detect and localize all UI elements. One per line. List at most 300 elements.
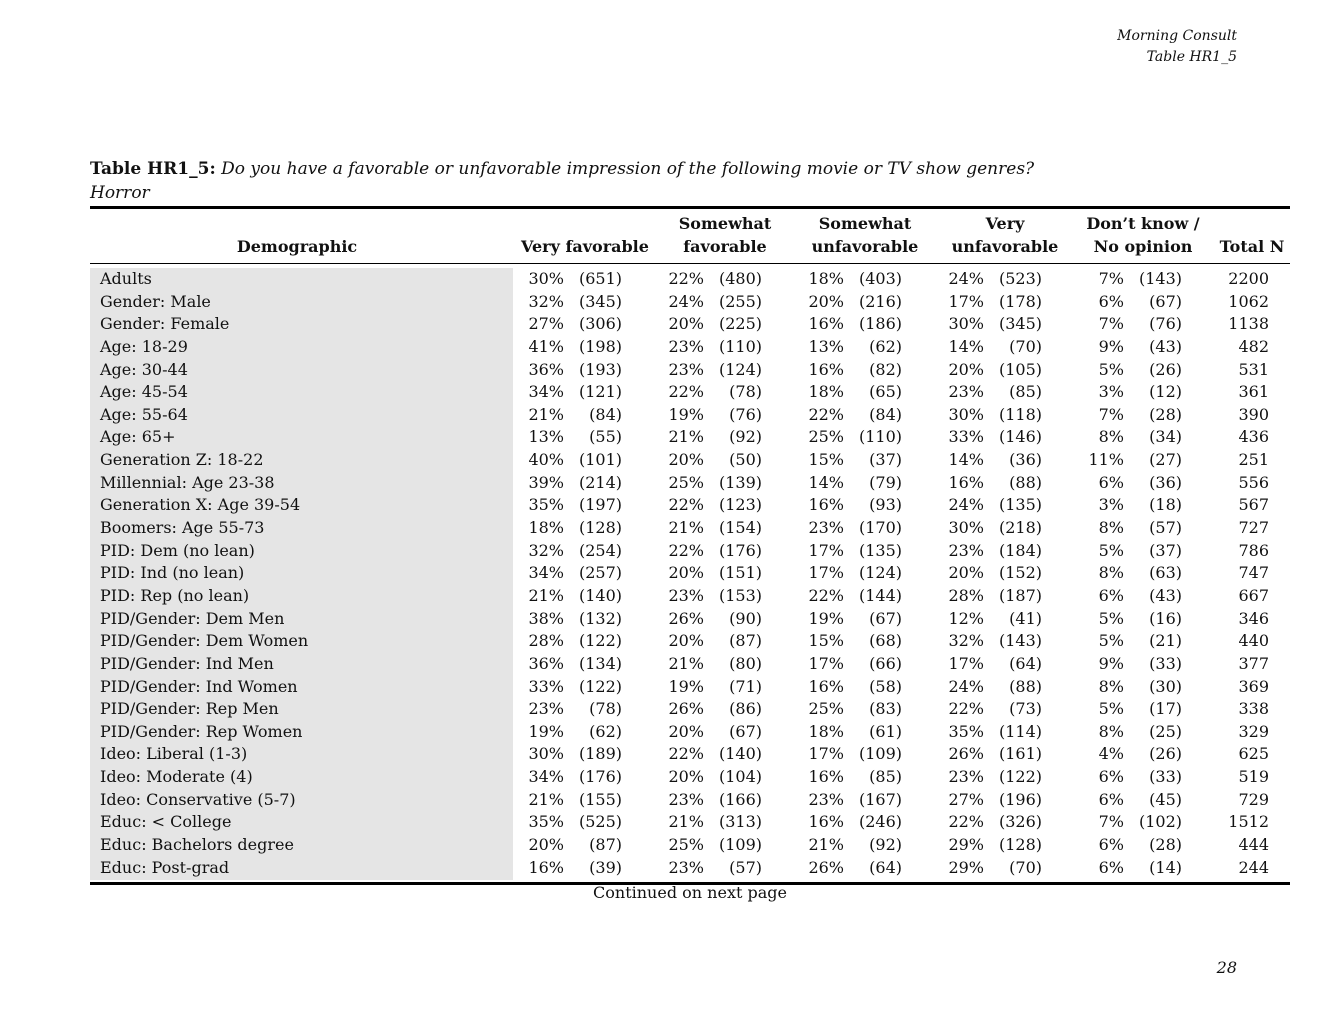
somewhat-favorable-count: (255)	[718, 291, 762, 311]
very-unfavorable-count: (523)	[998, 269, 1042, 288]
very-unfavorable-pct: 29%	[948, 835, 984, 855]
somewhat-unfavorable-count: (61)	[869, 721, 902, 741]
very-unfavorable-count: (184)	[998, 540, 1042, 560]
table-row	[0, 381, 1320, 404]
somewhat-favorable-count: (92)	[729, 427, 762, 447]
somewhat-favorable-count: (139)	[718, 472, 762, 492]
continued-note: Continued on next page	[593, 883, 787, 902]
col-header-line: favorable	[683, 237, 767, 256]
very-unfavorable-count: (114)	[998, 721, 1042, 741]
somewhat-unfavorable-count: (246)	[858, 812, 902, 832]
somewhat-favorable-pct: 25%	[668, 472, 704, 492]
total-n: 1512	[1228, 812, 1269, 832]
very-favorable-count: (197)	[578, 495, 622, 515]
very-favorable-pct: 32%	[528, 540, 564, 560]
very-unfavorable-pct: 23%	[948, 540, 984, 560]
row-label: Adults	[100, 269, 152, 288]
dont-know-pct: 8%	[1098, 427, 1124, 447]
very-unfavorable-pct: 29%	[948, 857, 984, 877]
row-label: PID/Gender: Dem Women	[100, 631, 309, 651]
col-header-line: Very	[985, 214, 1025, 233]
row-label: PID/Gender: Ind Men	[100, 653, 274, 673]
col-header-line: unfavorable	[951, 237, 1059, 256]
table-question: Do you have a favorable or unfavorable impression of the following movie or TV show genres?	[221, 159, 1035, 179]
dont-know-pct: 8%	[1098, 563, 1124, 583]
table-row	[0, 359, 1320, 382]
very-favorable-count: (39)	[589, 857, 622, 877]
very-unfavorable-pct: 30%	[948, 314, 984, 334]
very-favorable-count: (134)	[578, 653, 622, 673]
dont-know-count: (18)	[1149, 495, 1182, 515]
somewhat-unfavorable-count: (93)	[869, 495, 902, 515]
very-favorable-count: (176)	[578, 767, 622, 787]
total-n: 444	[1238, 835, 1269, 855]
very-unfavorable-pct: 33%	[948, 427, 984, 447]
very-unfavorable-count: (70)	[1009, 857, 1042, 877]
very-unfavorable-pct: 24%	[948, 269, 984, 288]
somewhat-favorable-pct: 20%	[668, 450, 704, 470]
very-favorable-count: (189)	[578, 744, 622, 764]
very-favorable-count: (254)	[578, 540, 622, 560]
very-unfavorable-pct: 14%	[948, 450, 984, 470]
dont-know-count: (26)	[1149, 359, 1182, 379]
very-favorable-pct: 21%	[528, 789, 564, 809]
somewhat-unfavorable-count: (65)	[869, 382, 902, 402]
dont-know-count: (143)	[1138, 269, 1182, 288]
dont-know-pct: 7%	[1098, 269, 1124, 288]
col-header-total-n: Total N	[1219, 237, 1285, 256]
somewhat-unfavorable-count: (124)	[858, 563, 902, 583]
dont-know-count: (12)	[1149, 382, 1182, 402]
dont-know-count: (57)	[1149, 518, 1182, 538]
somewhat-favorable-pct: 22%	[668, 540, 704, 560]
dont-know-count: (25)	[1149, 721, 1182, 741]
somewhat-unfavorable-pct: 16%	[808, 767, 844, 787]
dont-know-count: (28)	[1149, 835, 1182, 855]
somewhat-favorable-count: (225)	[718, 314, 762, 334]
somewhat-unfavorable-pct: 21%	[808, 835, 844, 855]
row-label: Educ: Bachelors degree	[100, 835, 294, 855]
somewhat-unfavorable-pct: 22%	[808, 404, 844, 424]
somewhat-unfavorable-pct: 26%	[808, 857, 844, 877]
row-label: Age: 18-29	[100, 336, 188, 356]
very-unfavorable-pct: 20%	[948, 359, 984, 379]
dont-know-pct: 7%	[1098, 314, 1124, 334]
table-row	[0, 313, 1320, 336]
dont-know-count: (33)	[1149, 767, 1182, 787]
dont-know-pct: 6%	[1098, 291, 1124, 311]
somewhat-unfavorable-count: (82)	[869, 359, 902, 379]
total-n: 519	[1238, 767, 1269, 787]
table-row	[0, 494, 1320, 517]
dont-know-count: (63)	[1149, 563, 1182, 583]
dont-know-count: (37)	[1149, 540, 1182, 560]
very-unfavorable-pct: 32%	[948, 631, 984, 651]
row-label: PID: Dem (no lean)	[100, 540, 255, 560]
very-favorable-pct: 38%	[528, 608, 564, 628]
total-n: 667	[1238, 585, 1269, 605]
somewhat-unfavorable-pct: 20%	[808, 291, 844, 311]
row-label: Educ: Post-grad	[100, 857, 230, 877]
somewhat-favorable-count: (86)	[729, 699, 762, 719]
somewhat-unfavorable-count: (135)	[858, 540, 902, 560]
somewhat-unfavorable-pct: 17%	[808, 744, 844, 764]
somewhat-unfavorable-pct: 25%	[808, 699, 844, 719]
table-row	[0, 562, 1320, 585]
somewhat-favorable-pct: 20%	[668, 563, 704, 583]
total-n: 251	[1238, 450, 1269, 470]
somewhat-unfavorable-pct: 22%	[808, 585, 844, 605]
dont-know-pct: 5%	[1098, 359, 1124, 379]
dont-know-pct: 8%	[1098, 721, 1124, 741]
dont-know-count: (76)	[1149, 314, 1182, 334]
somewhat-favorable-pct: 26%	[668, 608, 704, 628]
somewhat-favorable-pct: 22%	[668, 269, 704, 288]
dont-know-count: (30)	[1149, 676, 1182, 696]
total-n: 436	[1238, 427, 1269, 447]
col-header-very-unfavorable	[935, 212, 1075, 258]
very-favorable-pct: 35%	[528, 495, 564, 515]
somewhat-unfavorable-pct: 15%	[808, 631, 844, 651]
dont-know-count: (21)	[1149, 631, 1182, 651]
somewhat-unfavorable-pct: 17%	[808, 540, 844, 560]
somewhat-favorable-pct: 25%	[668, 835, 704, 855]
dont-know-count: (17)	[1149, 699, 1182, 719]
very-favorable-count: (214)	[578, 472, 622, 492]
dont-know-pct: 6%	[1098, 585, 1124, 605]
dont-know-count: (27)	[1149, 450, 1182, 470]
very-unfavorable-count: (345)	[998, 314, 1042, 334]
somewhat-favorable-pct: 23%	[668, 585, 704, 605]
very-favorable-pct: 36%	[528, 359, 564, 379]
table-row	[0, 630, 1320, 653]
dont-know-pct: 4%	[1098, 744, 1124, 764]
somewhat-unfavorable-pct: 16%	[808, 495, 844, 515]
somewhat-favorable-count: (151)	[718, 563, 762, 583]
very-favorable-pct: 39%	[528, 472, 564, 492]
table-row	[0, 743, 1320, 766]
somewhat-unfavorable-pct: 18%	[808, 382, 844, 402]
row-label: PID/Gender: Dem Men	[100, 608, 285, 628]
somewhat-unfavorable-pct: 16%	[808, 676, 844, 696]
very-favorable-pct: 18%	[528, 518, 564, 538]
somewhat-unfavorable-count: (144)	[858, 585, 902, 605]
total-n: 338	[1238, 699, 1269, 719]
somewhat-favorable-pct: 21%	[668, 653, 704, 673]
very-favorable-pct: 35%	[528, 812, 564, 832]
very-unfavorable-count: (118)	[998, 404, 1042, 424]
row-label: PID/Gender: Rep Women	[100, 721, 303, 741]
somewhat-favorable-count: (109)	[718, 835, 762, 855]
table-row	[0, 291, 1320, 314]
table-row	[0, 721, 1320, 744]
very-favorable-count: (140)	[578, 585, 622, 605]
somewhat-unfavorable-count: (170)	[858, 518, 902, 538]
dont-know-count: (43)	[1149, 336, 1182, 356]
very-favorable-pct: 21%	[528, 585, 564, 605]
very-favorable-pct: 19%	[528, 721, 564, 741]
very-unfavorable-pct: 23%	[948, 767, 984, 787]
somewhat-unfavorable-pct: 17%	[808, 653, 844, 673]
dont-know-pct: 6%	[1098, 857, 1124, 877]
very-favorable-pct: 34%	[528, 767, 564, 787]
somewhat-unfavorable-pct: 18%	[808, 721, 844, 741]
col-header-line: Somewhat	[678, 214, 772, 233]
very-favorable-count: (345)	[578, 291, 622, 311]
total-n: 531	[1238, 359, 1269, 379]
very-unfavorable-pct: 20%	[948, 563, 984, 583]
somewhat-favorable-count: (78)	[729, 382, 762, 402]
total-n: 329	[1238, 721, 1269, 741]
somewhat-unfavorable-count: (83)	[869, 699, 902, 719]
total-n: 440	[1238, 631, 1269, 651]
very-unfavorable-count: (73)	[1009, 699, 1042, 719]
somewhat-favorable-count: (87)	[729, 631, 762, 651]
table-row	[0, 608, 1320, 631]
very-unfavorable-count: (152)	[998, 563, 1042, 583]
total-n: 556	[1238, 472, 1269, 492]
somewhat-unfavorable-pct: 16%	[808, 314, 844, 334]
row-label: Gender: Male	[100, 291, 211, 311]
somewhat-favorable-pct: 21%	[668, 812, 704, 832]
very-favorable-pct: 21%	[528, 404, 564, 424]
row-label: Age: 45-54	[100, 382, 188, 402]
very-unfavorable-count: (135)	[998, 495, 1042, 515]
very-unfavorable-pct: 30%	[948, 518, 984, 538]
table-row	[0, 336, 1320, 359]
very-favorable-pct: 36%	[528, 653, 564, 673]
page-number: 28	[1216, 958, 1237, 977]
somewhat-unfavorable-pct: 13%	[808, 336, 844, 356]
very-favorable-count: (78)	[589, 699, 622, 719]
somewhat-unfavorable-count: (85)	[869, 767, 902, 787]
somewhat-favorable-count: (154)	[718, 518, 762, 538]
very-unfavorable-count: (85)	[1009, 382, 1042, 402]
very-unfavorable-count: (122)	[998, 767, 1042, 787]
somewhat-favorable-pct: 22%	[668, 382, 704, 402]
somewhat-unfavorable-pct: 14%	[808, 472, 844, 492]
somewhat-unfavorable-pct: 19%	[808, 608, 844, 628]
somewhat-favorable-pct: 23%	[668, 857, 704, 877]
somewhat-favorable-count: (57)	[729, 857, 762, 877]
somewhat-unfavorable-count: (92)	[869, 835, 902, 855]
total-n: 482	[1238, 336, 1269, 356]
table-id: Table HR1_5	[1146, 49, 1237, 65]
very-favorable-pct: 34%	[528, 563, 564, 583]
somewhat-unfavorable-count: (68)	[869, 631, 902, 651]
somewhat-favorable-count: (123)	[718, 495, 762, 515]
table-row	[0, 404, 1320, 427]
somewhat-favorable-count: (313)	[718, 812, 762, 832]
somewhat-unfavorable-count: (37)	[869, 450, 902, 470]
dont-know-pct: 5%	[1098, 608, 1124, 628]
table-row	[0, 698, 1320, 721]
dont-know-pct: 5%	[1098, 631, 1124, 651]
table-title-label: Table HR1_5:	[90, 159, 216, 179]
somewhat-unfavorable-count: (109)	[858, 744, 902, 764]
total-n: 747	[1238, 563, 1269, 583]
very-unfavorable-pct: 17%	[948, 653, 984, 673]
very-favorable-pct: 30%	[528, 269, 564, 288]
very-favorable-pct: 32%	[528, 291, 564, 311]
row-label: Educ: < College	[100, 812, 232, 832]
dont-know-count: (67)	[1149, 291, 1182, 311]
dont-know-count: (16)	[1149, 608, 1182, 628]
row-label: Generation Z: 18-22	[100, 450, 264, 470]
somewhat-favorable-pct: 20%	[668, 314, 704, 334]
somewhat-favorable-pct: 19%	[668, 676, 704, 696]
somewhat-favorable-pct: 24%	[668, 291, 704, 311]
very-favorable-count: (101)	[578, 450, 622, 470]
somewhat-unfavorable-count: (84)	[869, 404, 902, 424]
very-favorable-pct: 34%	[528, 382, 564, 402]
row-label: PID: Rep (no lean)	[100, 585, 250, 605]
dont-know-pct: 9%	[1098, 336, 1124, 356]
somewhat-favorable-pct: 20%	[668, 631, 704, 651]
very-unfavorable-count: (36)	[1009, 450, 1042, 470]
very-favorable-count: (87)	[589, 835, 622, 855]
very-unfavorable-count: (161)	[998, 744, 1042, 764]
somewhat-unfavorable-count: (79)	[869, 472, 902, 492]
col-header-somewhat-unfavorable	[795, 212, 935, 258]
very-favorable-pct: 20%	[528, 835, 564, 855]
dont-know-count: (26)	[1149, 744, 1182, 764]
very-unfavorable-pct: 35%	[948, 721, 984, 741]
somewhat-unfavorable-count: (67)	[869, 608, 902, 628]
total-n: 390	[1238, 404, 1269, 424]
very-favorable-count: (132)	[578, 608, 622, 628]
very-unfavorable-pct: 12%	[948, 608, 984, 628]
dont-know-pct: 6%	[1098, 767, 1124, 787]
very-favorable-pct: 27%	[528, 314, 564, 334]
col-header-line: Don’t know /	[1086, 214, 1200, 233]
table-row	[0, 268, 1320, 291]
table-row	[0, 811, 1320, 834]
somewhat-favorable-pct: 20%	[668, 721, 704, 741]
somewhat-favorable-count: (71)	[729, 676, 762, 696]
somewhat-unfavorable-pct: 15%	[808, 450, 844, 470]
very-favorable-count: (257)	[578, 563, 622, 583]
row-label: Ideo: Moderate (4)	[100, 767, 253, 787]
very-unfavorable-count: (218)	[998, 518, 1042, 538]
total-n: 786	[1238, 540, 1269, 560]
somewhat-unfavorable-pct: 16%	[808, 812, 844, 832]
very-unfavorable-count: (88)	[1009, 472, 1042, 492]
very-unfavorable-pct: 23%	[948, 382, 984, 402]
very-favorable-pct: 40%	[528, 450, 564, 470]
row-label: Boomers: Age 55-73	[100, 518, 265, 538]
somewhat-favorable-count: (50)	[729, 450, 762, 470]
somewhat-favorable-pct: 26%	[668, 699, 704, 719]
col-header-dont-know	[1073, 212, 1213, 258]
very-favorable-pct: 30%	[528, 744, 564, 764]
somewhat-favorable-count: (90)	[729, 608, 762, 628]
dont-know-pct: 7%	[1098, 404, 1124, 424]
very-unfavorable-count: (143)	[998, 631, 1042, 651]
very-favorable-count: (155)	[578, 789, 622, 809]
very-favorable-pct: 41%	[528, 336, 564, 356]
very-favorable-pct: 28%	[528, 631, 564, 651]
total-n: 625	[1238, 744, 1269, 764]
very-favorable-pct: 16%	[528, 857, 564, 877]
dont-know-count: (36)	[1149, 472, 1182, 492]
dont-know-pct: 8%	[1098, 676, 1124, 696]
table-top-rule	[90, 206, 1290, 209]
very-unfavorable-pct: 24%	[948, 676, 984, 696]
very-unfavorable-pct: 27%	[948, 789, 984, 809]
table-row	[0, 789, 1320, 812]
total-n: 346	[1238, 608, 1269, 628]
very-unfavorable-count: (178)	[998, 291, 1042, 311]
table-row	[0, 472, 1320, 495]
dont-know-count: (34)	[1149, 427, 1182, 447]
table-row	[0, 857, 1320, 880]
very-unfavorable-pct: 30%	[948, 404, 984, 424]
somewhat-unfavorable-pct: 23%	[808, 518, 844, 538]
very-unfavorable-count: (64)	[1009, 653, 1042, 673]
very-unfavorable-count: (196)	[998, 789, 1042, 809]
col-header-very-favorable: Very favorable	[521, 237, 649, 256]
table-row	[0, 766, 1320, 789]
very-unfavorable-count: (128)	[998, 835, 1042, 855]
very-unfavorable-pct: 26%	[948, 744, 984, 764]
very-favorable-count: (128)	[578, 518, 622, 538]
total-n: 727	[1238, 518, 1269, 538]
table-row	[0, 540, 1320, 563]
dont-know-pct: 3%	[1098, 382, 1124, 402]
table-row	[0, 517, 1320, 540]
very-favorable-count: (121)	[578, 382, 622, 402]
very-unfavorable-count: (105)	[998, 359, 1042, 379]
somewhat-favorable-pct: 23%	[668, 359, 704, 379]
page-header	[1117, 26, 1237, 68]
total-n: 729	[1238, 789, 1269, 809]
table-row	[0, 834, 1320, 857]
somewhat-favorable-pct: 19%	[668, 404, 704, 424]
very-favorable-count: (198)	[578, 336, 622, 356]
somewhat-favorable-pct: 22%	[668, 495, 704, 515]
row-label: Generation X: Age 39-54	[100, 495, 301, 515]
somewhat-unfavorable-count: (186)	[858, 314, 902, 334]
dont-know-count: (33)	[1149, 653, 1182, 673]
very-favorable-count: (525)	[578, 812, 622, 832]
somewhat-favorable-count: (176)	[718, 540, 762, 560]
very-favorable-count: (122)	[578, 676, 622, 696]
somewhat-unfavorable-pct: 18%	[808, 269, 844, 288]
row-label: Millennial: Age 23-38	[100, 472, 275, 492]
total-n: 1062	[1228, 291, 1269, 311]
very-favorable-count: (193)	[578, 359, 622, 379]
col-header-somewhat-favorable	[655, 212, 795, 258]
total-n: 1138	[1228, 314, 1269, 334]
dont-know-pct: 6%	[1098, 472, 1124, 492]
very-favorable-count: (651)	[578, 269, 622, 288]
row-label: PID/Gender: Ind Women	[100, 676, 298, 696]
dont-know-count: (14)	[1149, 857, 1182, 877]
col-header-line: Somewhat	[818, 214, 912, 233]
very-unfavorable-count: (88)	[1009, 676, 1042, 696]
table-row	[0, 676, 1320, 699]
col-header-line: unfavorable	[811, 237, 919, 256]
very-unfavorable-pct: 28%	[948, 585, 984, 605]
dont-know-pct: 5%	[1098, 699, 1124, 719]
row-label: PID: Ind (no lean)	[100, 563, 245, 583]
row-label: Ideo: Liberal (1-3)	[100, 744, 248, 764]
very-unfavorable-pct: 17%	[948, 291, 984, 311]
total-n: 361	[1238, 382, 1269, 402]
somewhat-favorable-count: (166)	[718, 789, 762, 809]
table-row	[0, 449, 1320, 472]
